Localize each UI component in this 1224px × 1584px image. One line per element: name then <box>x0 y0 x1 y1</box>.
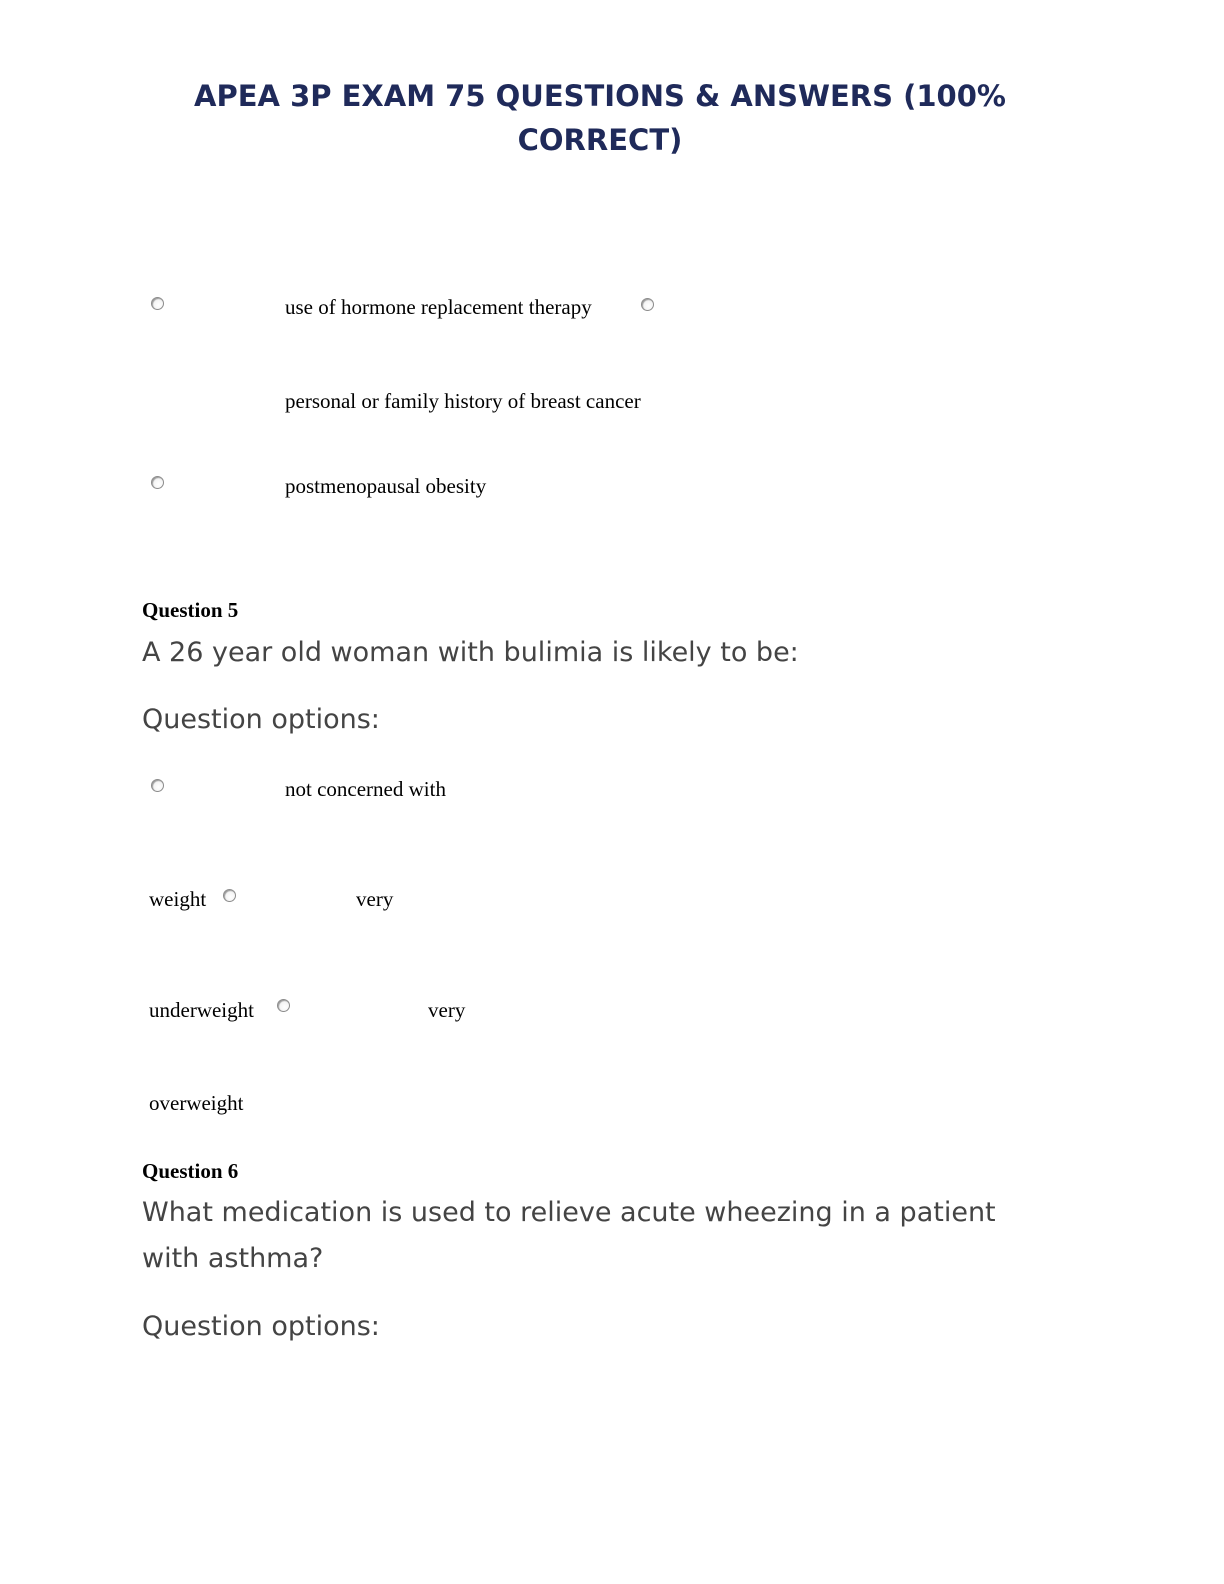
option-label: very <box>356 887 394 911</box>
option-label: very <box>428 998 466 1022</box>
radio-button[interactable] <box>641 298 654 311</box>
option-label: postmenopausal obesity <box>285 474 487 498</box>
radio-button[interactable] <box>151 476 164 489</box>
title-line-1: APEA 3P EXAM 75 QUESTIONS & ANSWERS (100% <box>194 79 1006 113</box>
option-label: use of hormone replacement therapy <box>285 295 592 319</box>
question-label: Question 6 <box>142 1159 239 1183</box>
option-label: weight <box>149 887 207 911</box>
radio-button[interactable] <box>151 297 164 310</box>
radio-button[interactable] <box>277 999 290 1012</box>
option-label: overweight <box>149 1091 244 1115</box>
title-line-2: CORRECT) <box>517 123 683 157</box>
options-heading: Question options: <box>142 1311 380 1342</box>
question-text: with asthma? <box>142 1243 324 1274</box>
radio-button[interactable] <box>151 779 164 792</box>
radio-button[interactable] <box>223 889 236 902</box>
page-title <box>150 74 1050 162</box>
question-text: What medication is used to relieve acute wheezing in a patient <box>142 1197 996 1228</box>
options-heading: Question options: <box>142 704 380 735</box>
option-label: not concerned with <box>285 777 446 801</box>
option-label: underweight <box>149 998 254 1022</box>
option-label: personal or family history of breast cancer <box>285 389 641 413</box>
question-text: A 26 year old woman with bulimia is likely to be: <box>142 637 799 668</box>
question-label: Question 5 <box>142 598 239 622</box>
